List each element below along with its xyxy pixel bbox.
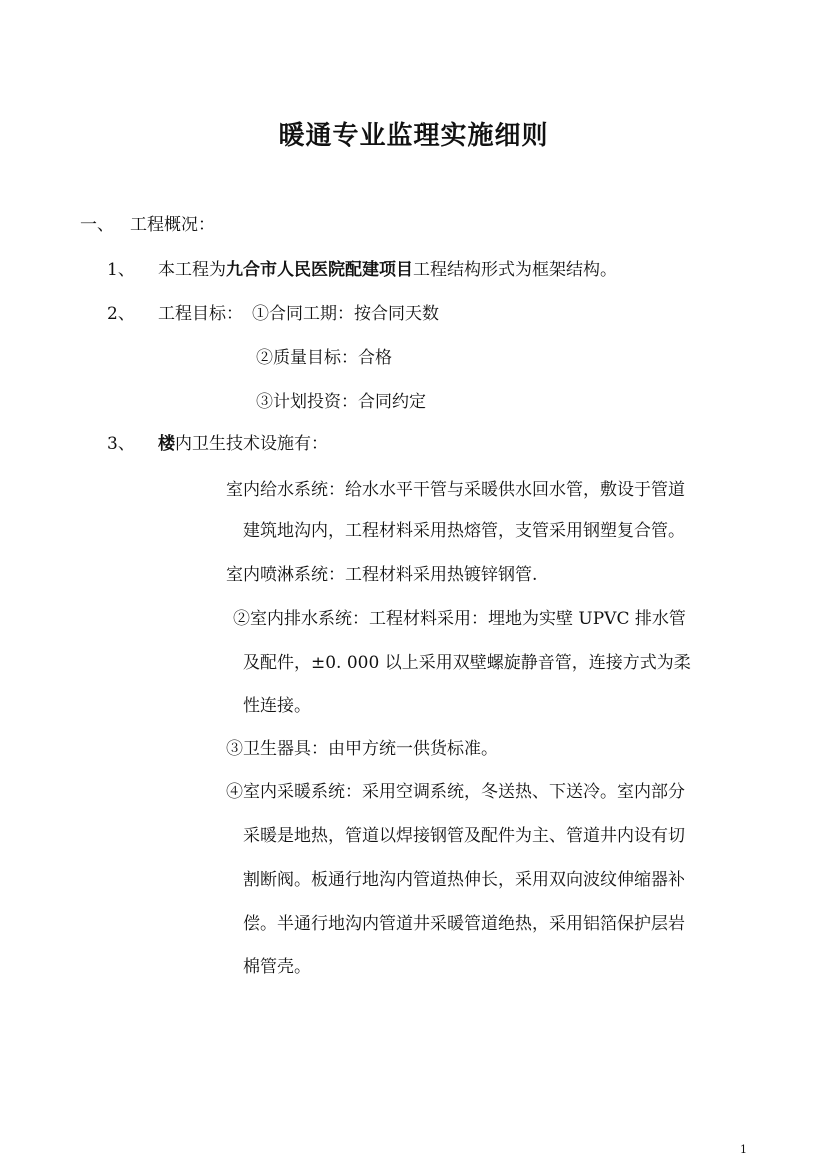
heating-line: 棉管壳。 [243, 957, 311, 977]
facilities-heading: 楼内卫生技术设施有： [158, 434, 328, 454]
document-title: 暖通专业监理实施细则 [278, 121, 549, 151]
heating-line: 割断阀。板通行地沟内管道热伸长，采用双向波纹伸缩器补 [243, 870, 685, 890]
project-name: 九合市人民医院配建项目 [226, 260, 413, 280]
goal-schedule: ①合同工期：按合同天数 [252, 304, 439, 324]
heating-line: 采暖是地热，管道以焊接钢管及配件为主、管道井内设有切 [243, 826, 685, 846]
page-number: 1 [740, 1143, 747, 1156]
water-supply-line: 室内给水系统：给水水平干管与采暖供水回水管，敷设于管道 [226, 480, 685, 500]
sprinkler-line: 室内喷淋系统：工程材料采用热镀锌钢管. [226, 565, 538, 585]
water-supply-line: 建筑地沟内，工程材料采用热熔管，支管采用钢塑复合管。 [243, 521, 685, 541]
goal-quality: ②质量目标：合格 [256, 348, 392, 368]
item-number: 2、 [107, 304, 135, 324]
drainage-line: ②室内排水系统：工程材料采用：埋地为实壁 UPVC 排水管 [233, 609, 686, 629]
drainage-line: 及配件，±0. 000 以上采用双壁螺旋静音管，连接方式为柔 [243, 653, 691, 673]
heating-line: ④室内采暖系统：采用空调系统，冬送热、下送冷。室内部分 [226, 782, 685, 802]
section-number: 一、 [80, 215, 114, 235]
item-number: 1、 [107, 260, 135, 280]
fixtures-line: ③卫生器具：由甲方统一供货标准。 [226, 739, 498, 759]
project-description: 本工程为九合市人民医院配建项目工程结构形式为框架结构。 [158, 260, 617, 280]
drainage-line: 性连接。 [243, 696, 311, 716]
heating-line: 偿。半通行地沟内管道井采暖管道绝热，采用铝箔保护层岩 [243, 914, 685, 934]
goals-label: 工程目标： [158, 304, 243, 324]
item-number: 3、 [107, 434, 135, 454]
section-heading: 工程概况： [130, 215, 215, 235]
goal-investment: ③计划投资：合同约定 [256, 392, 426, 412]
